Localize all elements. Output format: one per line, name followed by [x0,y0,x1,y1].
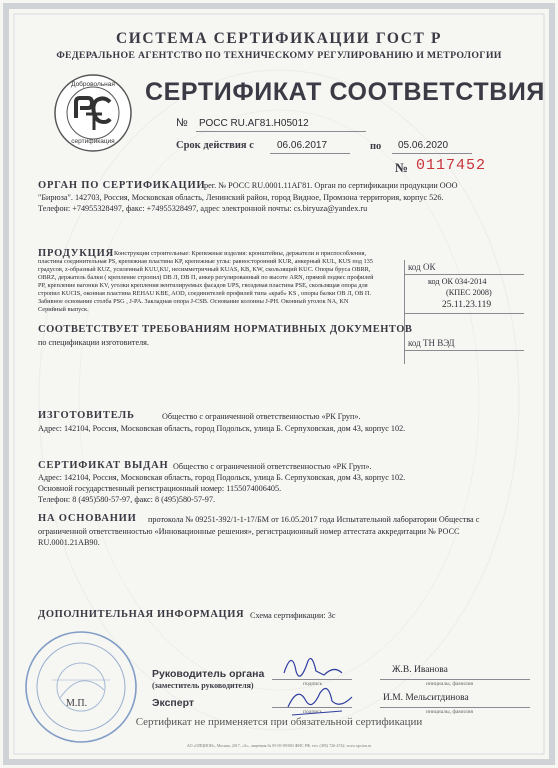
date-to-underline [392,153,472,154]
basis-line2: ограниченной ответственностью «Инновационные решения», регистрационный номер аттестата аккредитации № РОСС [38,527,460,536]
code-ok-label: код ОК [408,262,436,272]
product-line-5: стропил KUCIS, оконная пластина REHAU KBE, AOD, соединителей профилей типа «краб» KS , опоры балки ОВ Л, ОВ П. [38,290,372,297]
product-line-6: Забивное основание столба PSG , J-PA. Закладная опора J-CSB. Основание колонны J-PH. Оконный уголок NA, KN [38,298,349,305]
issued-name: Общество с ограниченной ответственностью «РК Груп». [173,462,372,471]
date-from: 06.06.2017 [277,140,328,151]
mp-label: М.П. [66,698,88,709]
reg-number-underline [196,131,366,132]
head-signature-caption: подпись [303,681,323,687]
organ-line2: "Бирюза". 142703, Россия, Московская область, Ленинский район, город Видное, Промзона территория, корпус 526. [38,193,444,202]
product-line-7: Серийный выпуск. [38,306,89,313]
expert-name: И.М. Мельситдинова [383,693,469,703]
product-line-2: градусов, z-образный KUZ, усиленный KUU,KU, несимметричный KUAS, KB, KW, скользящий KUC. Опоры бруса OBRR, [38,266,371,273]
expert-label: Эксперт [152,697,195,709]
rst-logo [52,72,134,154]
reg-no-label: № [176,117,188,129]
serial-prefix: № [395,160,409,175]
product-line-1: пластина соединительная PS, крепежная пластина KP, крепежные углы: равносторонний KUR, анкерный KUL, KUS под 135 [38,258,373,265]
logo-top-text: Добровольная [71,81,115,88]
seal-stamp-icon [22,628,140,746]
product-line-0: Конструкции строительные: Крепежные изделия: кронштейны, держатели и приспособления, [114,250,367,257]
product-heading: ПРОДУКЦИЯ [38,248,114,259]
expert-name-line [380,707,530,708]
product-line-3: OBRZ, держатель балки ( крепление стропил) DB Л, DB П, анкер регулированный по высоте ARN, прямой подвес профилей [38,274,374,281]
manufacturer-heading: ИЗГОТОВИТЕЛЬ [38,410,135,421]
expert-name-caption: инициалы, фамилия [426,709,474,715]
organ-line1: рег. № РОСС RU.0001.11АГ81. Орган по сертификации продукции ООО [204,181,458,190]
date-from-underline [270,153,350,154]
scheme-text: Схема сертификации: 3с [250,611,336,620]
agency-title: ФЕДЕРАЛЬНОЕ АГЕНТСТВО ПО ТЕХНИЧЕСКОМУ РЕГУЛИРОВАНИЮ И МЕТРОЛОГИИ [56,50,502,61]
additional-heading: ДОПОЛНИТЕЛЬНАЯ ИНФОРМАЦИЯ [38,609,245,620]
to-label: по [370,141,382,152]
manufacturer-address: Адрес: 142104, Россия, Московская область, город Подольск, улица Б. Серпуховская, дом 43, корпус 102. [38,424,406,433]
product-line-4: PP, крепление вагонки KV, уголки крепления вентилируемых фасадов UPS, гвоздевая пластина PSE, скользящая опора для [38,282,368,289]
footer-imprint: АО «ОПЦИОН», Москва, 2017, «А», лицензия № 05-05-09/003 ФНС РФ, тел. (495) 726-4742, www.opcion.ru [186,743,372,748]
basis-heading: НА ОСНОВАНИИ [38,513,137,524]
date-to: 05.06.2020 [398,140,449,151]
organ-line3: Телефон: +74955328497, факс: +74955328497, адрес электронной почты: cs.biryuza@yandex.ru [38,204,368,213]
head-name: Ж.В. Иванова [392,665,448,675]
head-name-caption: инициалы, фамилия [426,681,474,687]
serial-number: 0117452 [416,157,487,174]
conformity-text: по спецификации изготовителя. [38,338,149,347]
issued-heading: СЕРТИФИКАТ ВЫДАН [38,460,169,471]
expert-signature-caption: подпись [303,709,323,715]
manufacturer-name: Общество с ограниченной ответственностью «РК Груп». [162,412,361,421]
logo-bottom-text: сертификация [71,138,115,145]
system-title: СИСТЕМА СЕРТИФИКАЦИИ ГОСТ Р [115,30,443,47]
head-name-line [380,679,530,680]
issued-address: Адрес: 142104, Россия, Московская область, город Подольск, улица Б. Серпуховская, дом 43, корпус 102. [38,473,406,482]
signature-scribble-icon [272,645,362,725]
certificate-title: СЕРТИФИКАТ СООТВЕТСТВИЯ [145,78,545,106]
organ-heading: ОРГАН ПО СЕРТИФИКАЦИИ [38,180,206,191]
conformity-heading: СООТВЕТСТВУЕТ ТРЕБОВАНИЯМ НОРМАТИВНЫХ ДОКУМЕНТОВ [38,324,413,335]
code-divider [404,260,405,364]
code-ok-underline [404,274,524,275]
basis-line1: протокола № 09251-392/1-1-17/БМ от 16.05.2017 года Испытательной лаборатории Общества с [148,515,480,524]
code-ok-bottom-line [404,313,524,314]
footer-text: Сертификат не применяется при обязательной сертификации [135,716,423,728]
issued-ogrn: Основной государственный регистрационный номер: 1155074006405. [38,484,282,493]
reg-number: РОСС RU.АГ81.Н05012 [199,118,309,129]
code-ok-number: 25.11.23.119 [442,300,492,310]
head-sub-label: (заместитель руководителя) [152,681,254,690]
issued-phone: Телефон: 8 (495)580-57-97, факс: 8 (495)580-57-97. [38,495,216,504]
head-label: Руководитель органа [152,668,265,680]
validity-label: Срок действия с [176,140,254,151]
code-tn-label: код ТН ВЭД [408,338,455,348]
code-ok-value: код ОК 034-2014 [428,277,487,286]
basis-line3: RU.0001.21АВ90. [38,538,100,547]
code-tn-underline [404,350,524,351]
code-ok-kpes: (КПЕС 2008) [446,288,492,297]
